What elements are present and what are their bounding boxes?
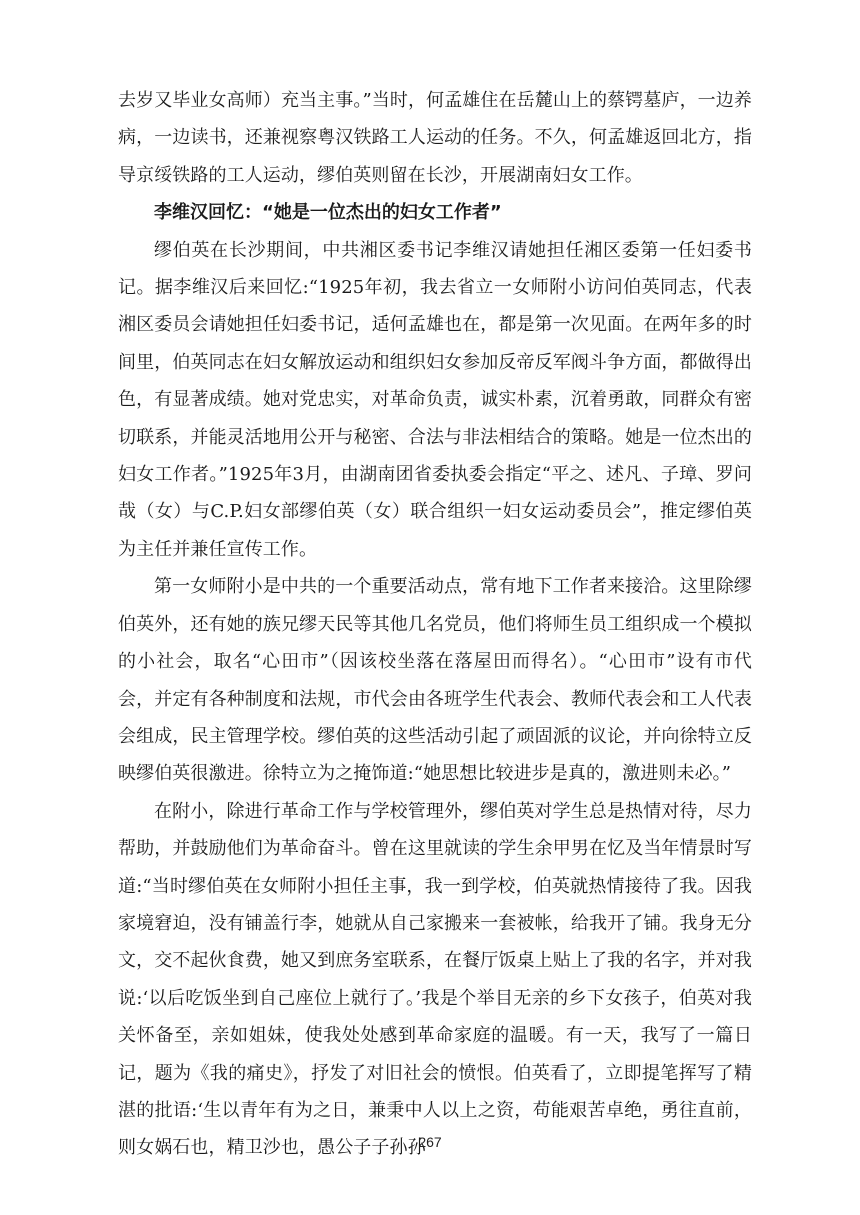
page-number: 267 — [418, 1134, 442, 1150]
paragraph: 在附小，除进行革命工作与学校管理外，缪伯英对学生总是热情对待，尽力帮助，并鼓励他们为革命奋斗。曾在这里就读的学生余甲男在忆及当年情景时写道:“当时缪伯英在女师附小担任主事，我一到学校，伯英就热情接待了我。因我家境窘迫，没有铺盖行李，她就从自己家搬来一套被帐，给我开了铺。我身无分文，交不起伙食费，她又到庶务室联系，在餐厅饭桌上贴上了我的名字，并对我说:‘以后吃饭坐到自己座位上就行了。’我是个举目无亲的乡下女孩子，伯英对我关怀备至，亲如姐妹，使我处处感到革命家庭的温暖。有一天，我写了一篇日记，题为《我的痛史》，抒发了对旧社会的愤恨。伯英看了，立即提笔挥写了精湛的批语:‘生以青年有为之日，兼秉中人以上之资，苟能艰苦卓绝，勇往直前，则女娲石也，精卫沙也，愚公子子孙孙 — [118, 800, 752, 1159]
section-heading: 李维汉回忆：“她是一位杰出的妇女工作者” — [154, 202, 502, 224]
paragraph-continued: 去岁又毕业女高师）充当主事。”当时，何孟雄住在岳麓山上的蔡锷墓庐，一边养病，一边读书，还兼视察粤汉铁路工人运动的任务。不久，何孟雄返回北方，指导京绥铁路的工人运动，缪伯英则留在长沙，开展湖南妇女工作。 — [118, 90, 752, 186]
paragraph: 缪伯英在长沙期间，中共湘区委书记李维汉请她担任湘区委第一任妇委书记。据李维汉后来回忆:“1925年初，我去省立一女师附小访问伯英同志，代表湘区委员会请她担任妇委书记，适何孟雄也在，都是第一次见面。在两年多的时间里，伯英同志在妇女解放运动和组织妇女参加反帝反军阀斗争方面，都做得出色，有显著成绩。她对党忠实，对革命负责，诚实朴素，沉着勇敢，同群众有密切联系，并能灵活地用公开与秘密、合法与非法相结合的策略。她是一位杰出的妇女工作者。”1925年3月，由湖南团省委执委会指定“平之、述凡、子璋、罗问哉（女）与C.P.妇女部缪伯英（女）联合组织一妇女运动委员会”，推定缪伯英为主任并兼任宣传工作。 — [118, 239, 752, 560]
paragraph: 第一女师附小是中共的一个重要活动点，常有地下工作者来接洽。这里除缪伯英外，还有她的族兄缪天民等其他几名党员，他们将师生员工组织成一个模拟的小社会，取名“心田市”（因该校坐落在落屋田而得名）。“心田市”设有市代会，并定有各种制度和法规，市代会由各班学生代表会、教师代表会和工人代表会组成，民主管理学校。缪伯英的这些活动引起了顽固派的议论，并向徐特立反映缪伯英很激进。徐特立为之掩饰道:“她思想比较进步是真的，激进则未必。” — [118, 576, 752, 785]
